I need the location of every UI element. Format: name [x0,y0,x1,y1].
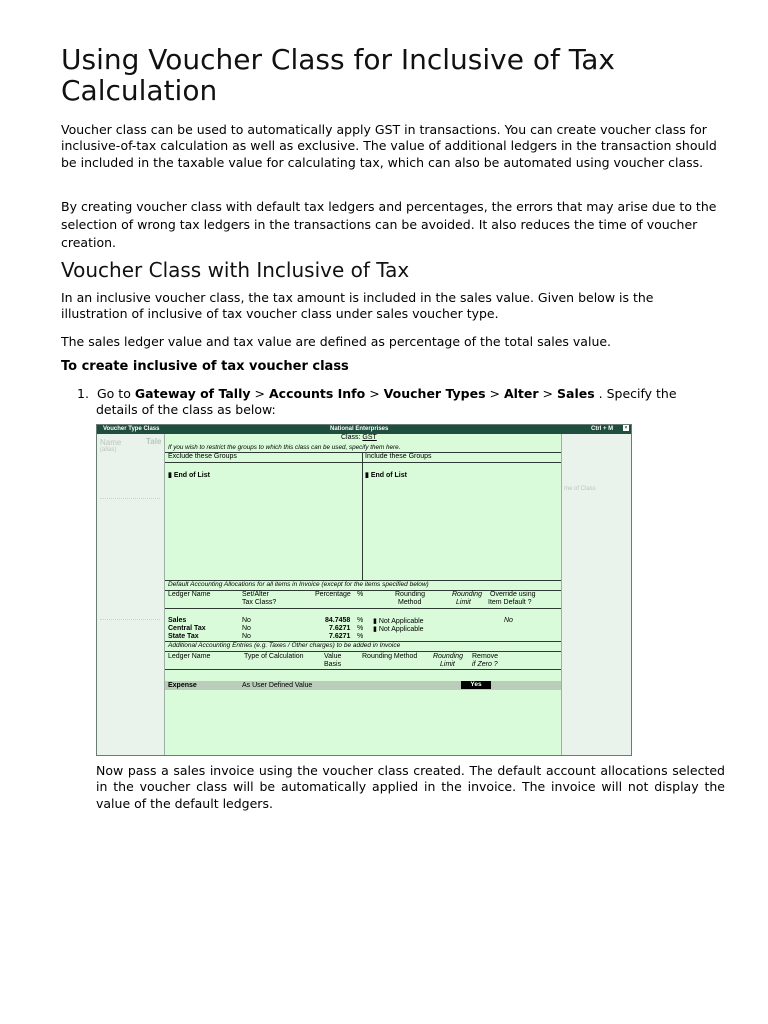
voucher-class-panel [165,434,561,755]
step-number: 1. [77,386,89,401]
menu-path-accounts-info: Accounts Info [268,386,366,401]
alloc-row-rounding [373,625,424,633]
add-col-value: Value [324,653,342,660]
remove-if-zero-yes[interactable]: Yes [461,681,491,689]
rounding-value: Not Applicable [378,626,424,633]
menu-path-alter: Alter [503,386,539,401]
alloc-row-pct: % [357,625,364,632]
window-shortcut: Ctrl + M [591,426,614,432]
add-row-ledger[interactable]: Expense [168,682,197,689]
alloc-row-ledger[interactable]: Sales [168,617,187,624]
alloc-row-percentage: 7.6271 [329,625,351,632]
alloc-row-percentage: 84.7458 [325,617,351,624]
include-groups-label: Include these Groups [365,453,432,460]
col-ledger-name: Ledger Name [168,591,211,598]
col-percent-sign: % [357,591,364,598]
end-of-list-label: End of List [173,472,210,479]
rounding-value: Not Applicable [378,618,424,625]
procedure-heading: To create inclusive of tax voucher class [61,359,349,374]
path-separator: > [489,386,500,401]
window-title-company: National Enterprises [330,426,389,432]
class-label: Class [341,434,359,441]
window-titlebar [97,425,631,434]
menu-path-voucher-types: Voucher Types [383,386,486,401]
add-col-remove: Remove [472,653,499,660]
step-1 [77,386,727,418]
col-rounding-method-2: Method [398,599,422,606]
list-marker-icon: ▮ [373,618,377,625]
col-rounding-limit-2: Limit [456,599,471,606]
alloc-row-pct: % [357,617,364,624]
col-set-alter: Set/Alter [242,591,269,598]
class-field[interactable]: Class: GST [341,434,377,441]
alloc-row-set-alter: No [242,633,251,640]
default-alloc-heading: Default Accounting Allocations for all items in Invoice (except for the items specified below) [168,581,429,588]
path-separator: > [369,386,380,401]
step-prefix: Go to [96,386,131,401]
col-override-2: Item Default ? [488,599,532,606]
list-marker-icon: ▮ [365,472,369,479]
list-marker-icon: ▮ [168,472,172,479]
closing-paragraph: Now pass a sales invoice using the voucher class created. The default account allocations selected in the voucher class will be automatically applied in the invoice. The invoice will not display the value of the default ledgers. [96,763,725,811]
alloc-row-rounding [373,617,424,625]
path-separator: > [542,386,554,401]
page-title: Using Voucher Class for Inclusive of Tax Calculation [61,43,615,107]
col-rounding-limit: Rounding [452,591,482,598]
left-background-pane [97,434,165,755]
end-of-list-label: End of List [370,472,407,479]
class-value: GST [362,434,377,441]
alloc-row-ledger[interactable]: State Tax [168,633,199,640]
selected-row-highlight [165,681,561,690]
ghost-form-area [100,498,160,620]
alloc-row-set-alter: No [242,625,251,632]
menu-path-gateway: Gateway of Tally [134,386,251,401]
add-col-remove-2: if Zero ? [472,661,498,668]
ghost-label: me of Class [564,486,596,492]
additional-entries-heading: Additional Accounting Entries (e.g. Taxes / Other charges) to be added in Invoice [168,642,401,649]
alloc-row-set-alter: No [242,617,251,624]
col-override: Override using [490,591,536,598]
include-end-of-list[interactable] [365,471,407,479]
restrict-groups-hint: If you wish to restrict the groups to which this class can be used, specify them here. [168,444,401,451]
section-heading: Voucher Class with Inclusive of Tax [61,258,410,282]
add-col-rounding-limit: Rounding [433,653,463,660]
section-paragraph-1: In an inclusive voucher class, the tax amount is included in the sales value. Given below is the illustration of inclusive of tax voucher class under sales voucher type. [61,290,654,322]
alloc-row-pct: % [357,633,364,640]
right-background-pane [561,434,632,755]
add-col-rounding-method: Rounding Method [362,653,418,660]
ghost-label: Tale [146,437,162,446]
add-col-rounding-limit-2: Limit [440,661,455,668]
col-percentage: Percentage [315,591,351,598]
alloc-row-override: No [504,617,513,624]
add-row-type: As User Defined Value [242,682,313,689]
exclude-groups-label: Exclude these Groups [168,453,237,460]
tally-screenshot [96,424,632,756]
ghost-label: Name [100,438,122,447]
intro-paragraph-2: By creating voucher class with default tax ledgers and percentages, the errors that may arise due to the selection of wrong tax ledgers in the transactions can be avoided. It also reduces the time of voucher creation. [61,199,717,250]
col-set-alter-2: Tax Class? [242,599,277,606]
add-col-ledger-name: Ledger Name [168,653,211,660]
list-marker-icon: ▮ [373,626,377,633]
step-suffix: . Specify the [598,386,677,401]
close-icon[interactable]: × [624,425,628,431]
alloc-row-ledger[interactable]: Central Tax [168,625,206,632]
exclude-end-of-list[interactable] [168,471,210,479]
add-col-type: Type of Calculation [244,653,304,660]
alloc-row-percentage: 7.6271 [329,633,351,640]
path-separator: > [254,386,265,401]
menu-path-sales: Sales [557,386,595,401]
step-line-2: details of the class as below: [96,402,276,417]
window-title-left: Voucher Type Class [103,426,160,432]
add-col-value-2: Basis [324,661,342,668]
col-rounding-method: Rounding [395,591,425,598]
section-paragraph-2: The sales ledger value and tax value are defined as percentage of the total sales value. [61,334,612,349]
ghost-label: (alias) [100,447,117,453]
intro-paragraph-1: Voucher class can be used to automatically apply GST in transactions. You can create voucher class for inclusive-of-tax calculation as well as exclusive. The value of additional ledgers in the transaction should be included in the taxable value for calculating tax, which can also be automated using voucher class. [61,122,717,170]
